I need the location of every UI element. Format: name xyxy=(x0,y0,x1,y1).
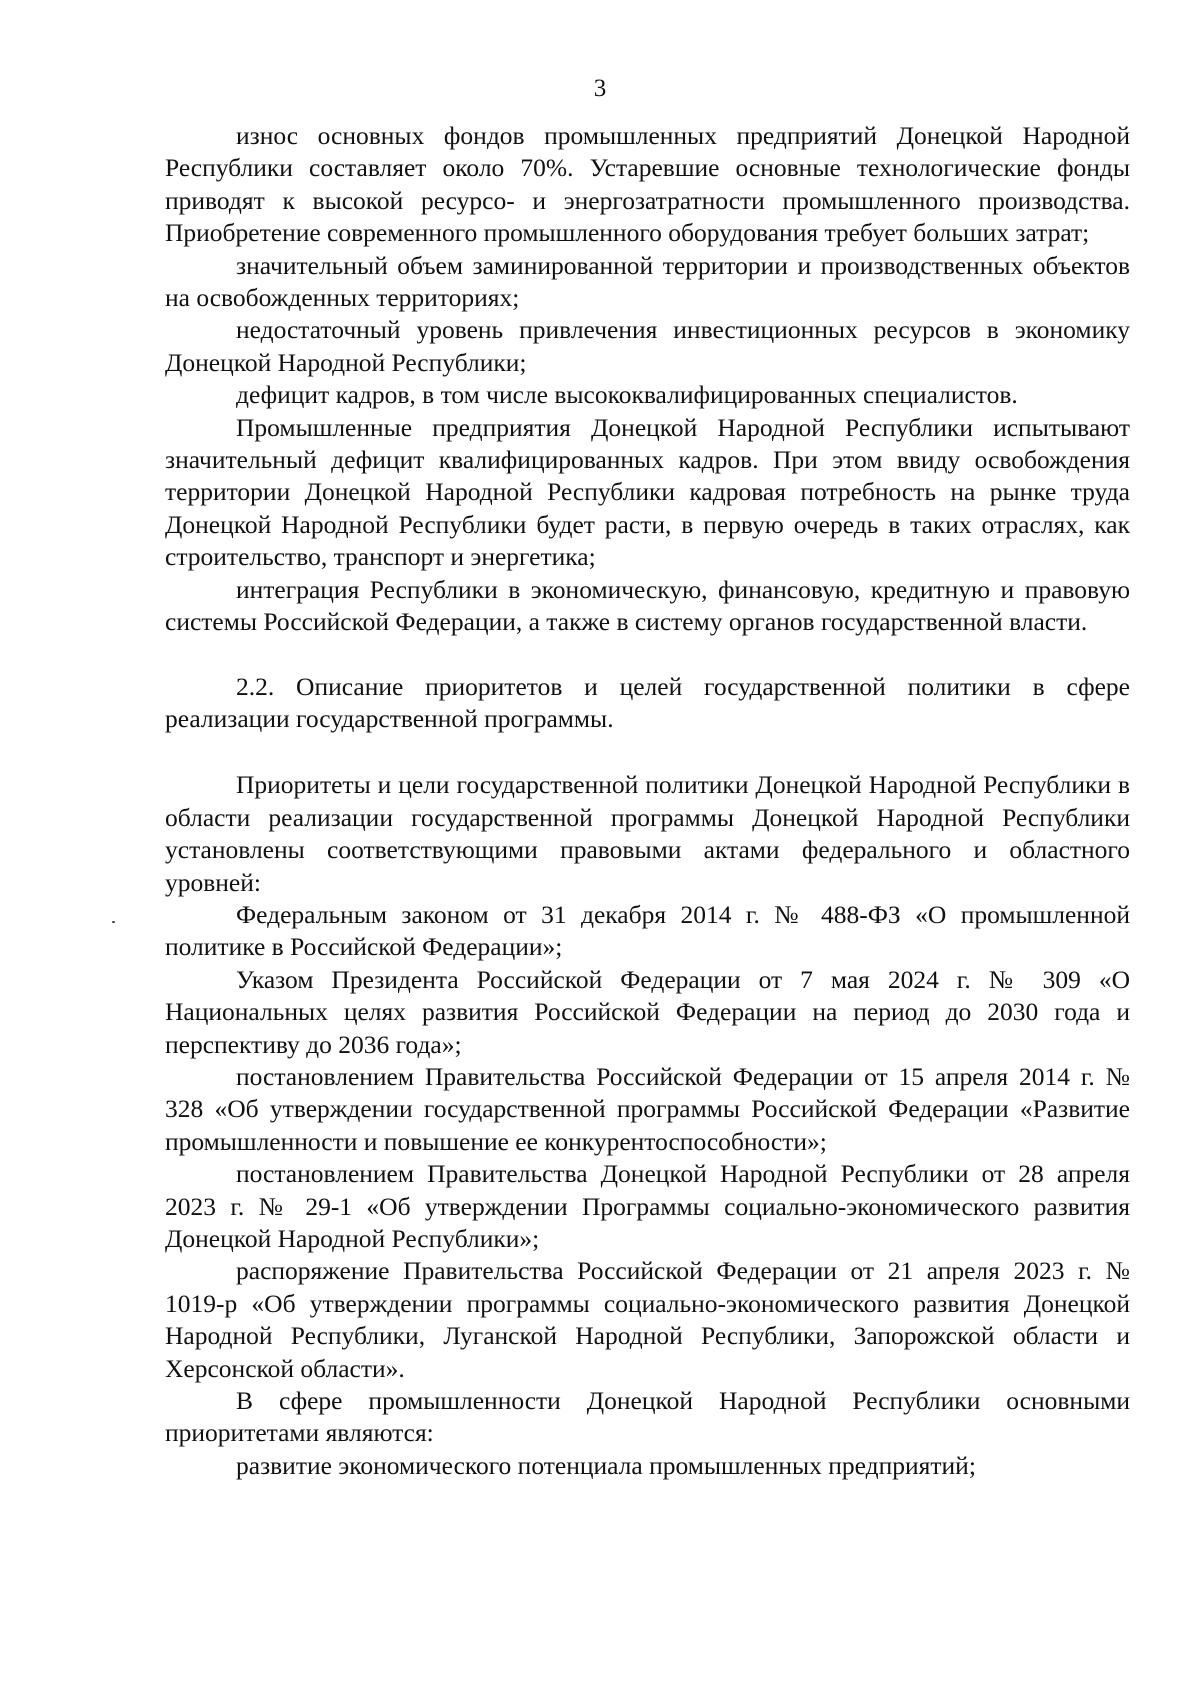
section-heading: 2.2. Описание приоритетов и целей государственной политики в сфере реализации государственной программы. xyxy=(165,671,1130,733)
paragraph-integration: интеграция Республики в экономическую, финансовую, кредитную и правовую системы Российской Федерации, а также в систему органов государственной власти. xyxy=(165,574,1130,637)
paragraph-staff-shortage: дефицит кадров, в том числе высококвалифицированных специалистов. xyxy=(236,380,1018,410)
paragraph-government-resolution-dnr: постановлением Правительства Донецкой Народной Республики от 28 апреля 2023 г. № 29-1 «Об утверждении Программы социально-экономического развития Донецкой Народной Республики»; xyxy=(165,1159,1130,1253)
scan-speck xyxy=(112,921,115,923)
paragraph-government-order-rf: распоряжение Правительства Российской Федерации от 21 апреля 2023 г. № 1019-р «Об утверждении программы социально-экономического развития Донецкой Народной Республики, Луганской Народной Республики, Запорожской области и Херсонской области». xyxy=(165,1256,1130,1383)
paragraph-federal-law: Федеральным законом от 31 декабря 2014 г. № 488-ФЗ «О промышленной политике в Российской Федерации»; xyxy=(165,899,1130,962)
paragraph-industrial-enterprises: Промышленные предприятия Донецкой Народной Республики испытывают значительный дефицит квалифицированных кадров. При этом ввиду освобождения территории Донецкой Народной Республики кадровая потребность на рынке труда Донецкой Народной Республики будет расти, в первую очередь в таких отраслях, как строительство, транспорт и энергетика; xyxy=(165,412,1130,572)
paragraph-presidential-decree: Указом Президента Российской Федерации от 7 мая 2024 г. № 309 «О Национальных целях развития Российской Федерации на период до 2030 года и перспективу до 2036 года»; xyxy=(165,964,1130,1059)
page-number: 3 xyxy=(593,75,607,102)
paragraph-investment-level: недостаточный уровень привлечения инвестиционных ресурсов в экономику Донецкой Народной Республики; xyxy=(165,315,1130,377)
paragraph-priorities-intro: Приоритеты и цели государственной политики Донецкой Народной Республики в области реализации государственной программы Донецкой Народной Республики установлены соответствующими правовыми актами федерального и областного уровней: xyxy=(165,770,1130,897)
paragraph-economic-potential: развитие экономического потенциала промышленных предприятий; xyxy=(236,1450,976,1480)
spacer xyxy=(165,639,1130,671)
spacer xyxy=(165,735,1130,769)
paragraph-mined-territory: значительный объем заминированной территории и производственных объектов на освобожденных территориях; xyxy=(165,250,1130,313)
paragraph-wear-of-fixed-assets: износ основных фондов промышленных предприятий Донецкой Народной Республики составляет около 70%. Устаревшие основные технологические фонды приводят к высокой ресурсо- и энергозатратности промышленного производства. Приобретение современного промышленного оборудования требует больших затрат; xyxy=(165,121,1130,248)
paragraph-government-resolution-rf: постановлением Правительства Российской Федерации от 15 апреля 2014 г. № 328 «Об утверждении государственной программы Российской Федерации «Развитие промышленности и повышение ее конкурентоспособности»; xyxy=(165,1061,1130,1156)
document-body xyxy=(165,120,1130,1482)
paragraph-industry-priorities: В сфере промышленности Донецкой Народной Республики основными приоритетами являются: xyxy=(165,1386,1130,1448)
